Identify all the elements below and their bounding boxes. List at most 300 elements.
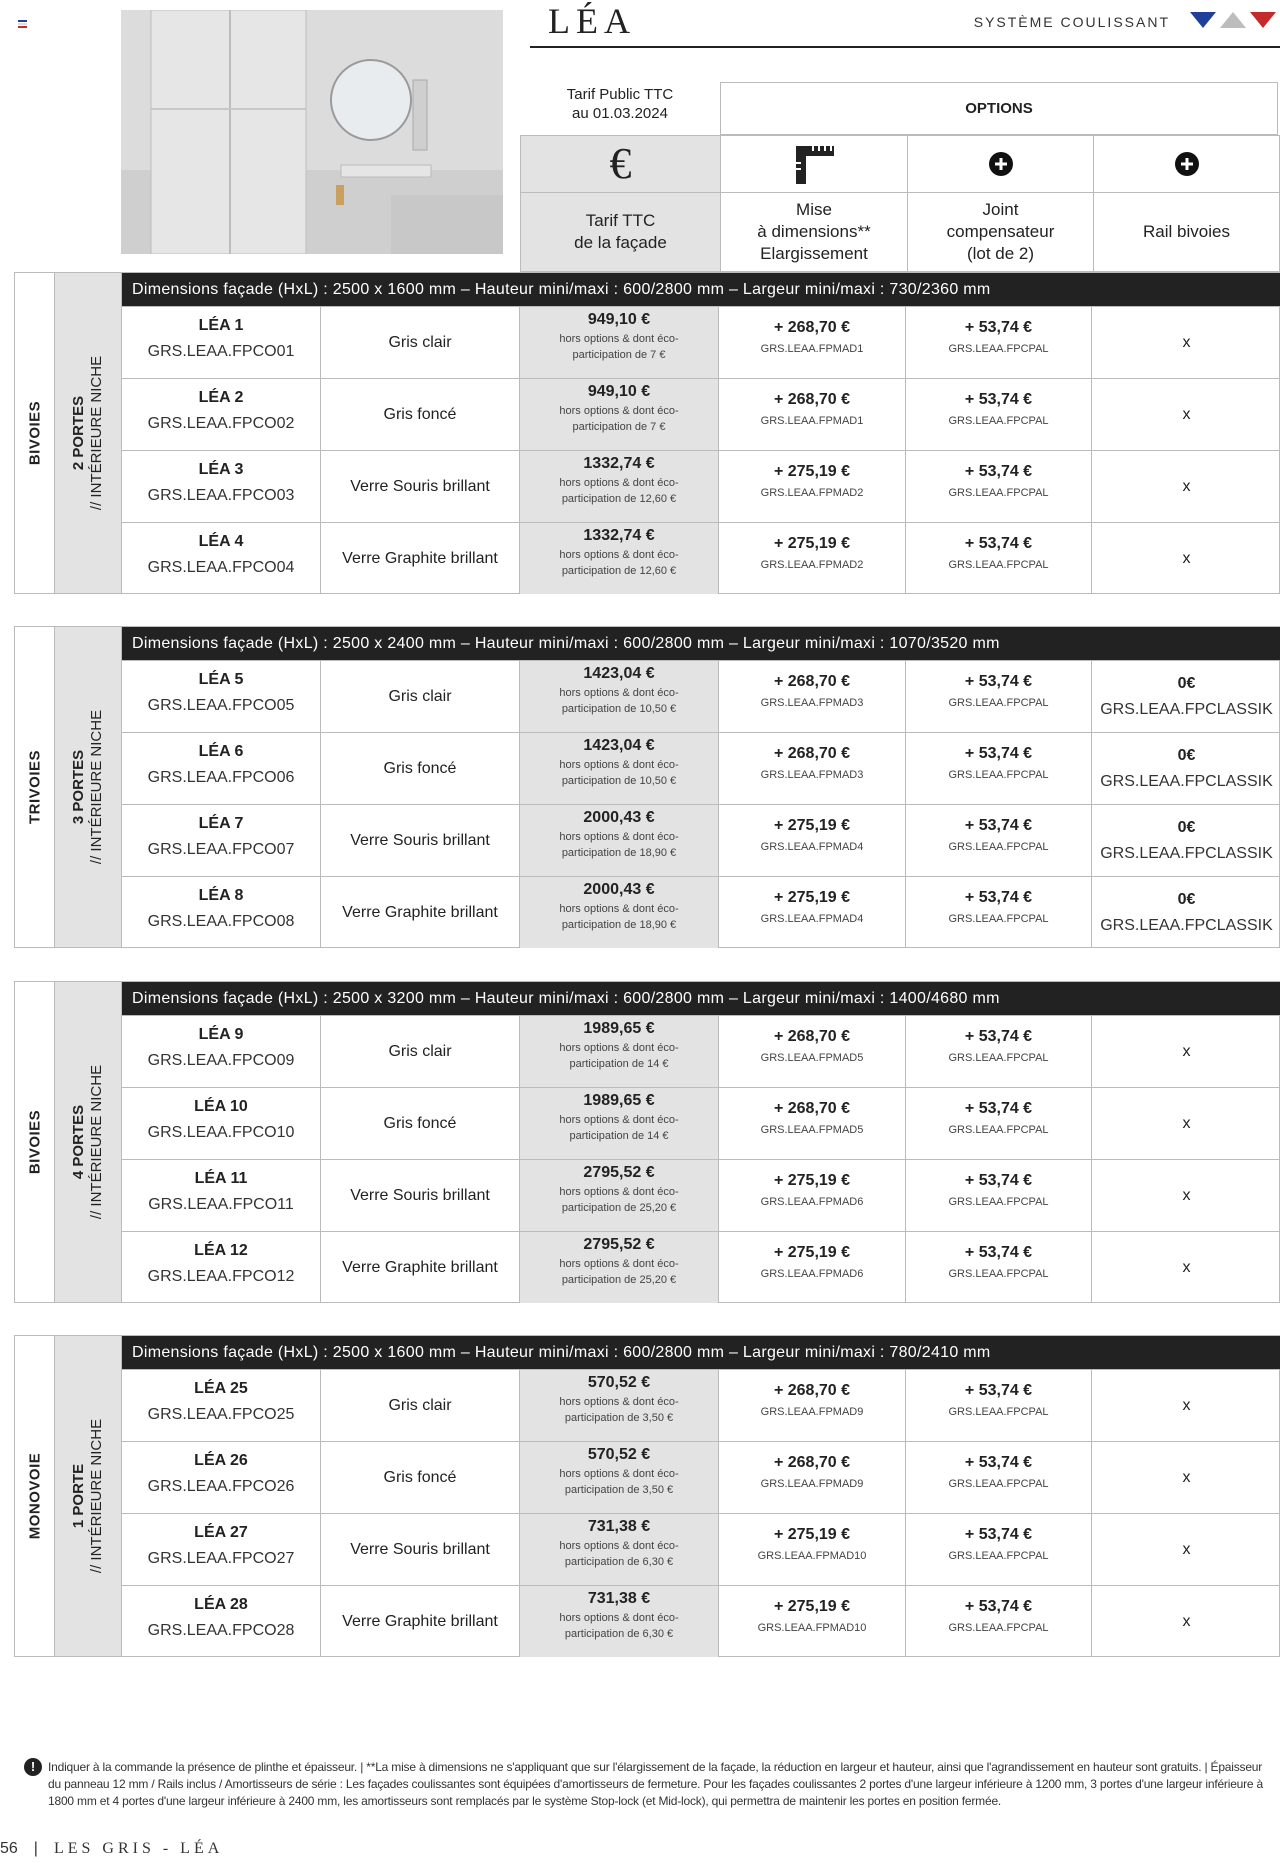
- color-cell: [321, 523, 520, 594]
- joint-cell: [906, 1442, 1092, 1513]
- price-cell: [520, 1370, 719, 1441]
- product-cell: [122, 523, 321, 594]
- price-note: hors options & dont éco- participation de 7 €: [559, 333, 679, 361]
- product-color: Verre Graphite brillant: [342, 549, 498, 567]
- rail-cell: [1092, 1514, 1280, 1585]
- mad-price: + 268,70 €: [773, 391, 851, 408]
- mad-price: + 268,70 €: [773, 745, 851, 762]
- price-note: hors options & dont éco- participation de 3,50 €: [559, 1468, 679, 1496]
- product-name: LÉA 11: [194, 1170, 248, 1187]
- joint-price: + 53,74 €: [964, 1028, 1033, 1045]
- product-name: LÉA 6: [198, 743, 244, 760]
- tricolor-triangles-icon: [1190, 12, 1280, 32]
- joint-ref: GRS.LEAA.FPCPAL: [948, 1550, 1049, 1562]
- product-name: LÉA 1: [198, 317, 244, 334]
- mad-price: + 268,70 €: [773, 319, 851, 336]
- section-type-cell: [15, 627, 55, 947]
- joint-price: + 53,74 €: [964, 1526, 1033, 1543]
- mad-ref: GRS.LEAA.FPMAD5: [760, 1124, 864, 1136]
- section-type: MONOVOIE: [26, 1452, 43, 1540]
- rail-value: x: [1182, 1114, 1191, 1132]
- joint-cell: [906, 661, 1092, 732]
- joint-price: + 53,74 €: [964, 1172, 1033, 1189]
- joint-ref: GRS.LEAA.FPCPAL: [948, 841, 1049, 853]
- rail-cell: [1092, 379, 1280, 450]
- mad-ref: GRS.LEAA.FPMAD2: [760, 559, 864, 571]
- price-note: hors options & dont éco- participation de 18,90 €: [559, 903, 679, 931]
- product-name: LÉA 10: [194, 1098, 248, 1115]
- table-row: [122, 1369, 1280, 1441]
- dimensions-bar: Dimensions façade (HxL) : 2500 x 2400 mm – Hauteur mini/maxi : 600/2800 mm – Largeur mini/maxi : 1070/3520 mm: [122, 627, 1280, 660]
- product-color: Gris clair: [388, 687, 452, 705]
- footer-separator: |: [33, 1840, 38, 1857]
- product-ref: GRS.LEAA.FPCO11: [148, 1196, 294, 1213]
- color-cell: [321, 877, 520, 948]
- section-type: TRIVOIES: [26, 749, 43, 825]
- table-row: [122, 1159, 1280, 1231]
- mad-price: + 275,19 €: [773, 535, 851, 552]
- price-note: hors options & dont éco- participation de 14 €: [559, 1114, 679, 1142]
- col-header-tarif: Tarif TTC de la façade: [520, 192, 721, 272]
- color-cell: [321, 1088, 520, 1159]
- mad-price: + 275,19 €: [773, 463, 851, 480]
- table-row: [122, 660, 1280, 732]
- product-color: Verre Souris brillant: [350, 477, 490, 495]
- product-name: LÉA 4: [198, 533, 244, 550]
- mad-ref: GRS.LEAA.FPMAD5: [760, 1052, 864, 1064]
- mad-price: + 268,70 €: [773, 1100, 851, 1117]
- rail-cell: [1092, 1232, 1280, 1303]
- product-cell: [122, 733, 321, 804]
- rail-cell: [1092, 805, 1280, 876]
- price-note: hors options & dont éco- participation de 10,50 €: [559, 687, 679, 715]
- info-icon: !: [24, 1758, 42, 1776]
- price-note: hors options & dont éco- participation de 10,50 €: [559, 759, 679, 787]
- mise-a-dimensions-cell: [719, 1088, 906, 1159]
- rail-value: x: [1182, 1186, 1191, 1204]
- page-footer: [0, 1840, 223, 1858]
- product-cell: [122, 451, 321, 522]
- product-color: Verre Graphite brillant: [342, 1258, 498, 1276]
- rail-ref: GRS.LEAA.FPCLASSIK: [1100, 844, 1273, 862]
- section-4: [14, 1335, 1280, 1657]
- joint-cell: [906, 1088, 1092, 1159]
- table-row: [122, 522, 1280, 594]
- price-note: hors options & dont éco- participation de 18,90 €: [559, 831, 679, 859]
- price-cell: [520, 1160, 719, 1231]
- product-color: Gris clair: [388, 1396, 452, 1414]
- table-row: [122, 1015, 1280, 1087]
- mad-price: + 275,19 €: [773, 1172, 851, 1189]
- mad-price: + 268,70 €: [773, 1028, 851, 1045]
- joint-price: + 53,74 €: [964, 1382, 1033, 1399]
- joint-ref: GRS.LEAA.FPCPAL: [948, 1478, 1049, 1490]
- mad-price: + 275,19 €: [773, 1526, 851, 1543]
- joint-cell: [906, 877, 1092, 948]
- mise-a-dimensions-cell: [719, 379, 906, 450]
- color-cell: [321, 805, 520, 876]
- product-ref: GRS.LEAA.FPCO04: [147, 559, 295, 576]
- rail-cell: [1092, 1088, 1280, 1159]
- mad-price: + 275,19 €: [773, 1598, 851, 1615]
- tarif-public-label: Tarif Public TTC au 01.03.2024: [566, 86, 674, 122]
- joint-price: + 53,74 €: [964, 1454, 1033, 1471]
- product-price: 1332,74 €: [583, 455, 655, 472]
- product-price: 1989,65 €: [583, 1020, 655, 1037]
- joint-cell: [906, 1370, 1092, 1441]
- joint-cell: [906, 1514, 1092, 1585]
- rail-value: x: [1182, 1042, 1191, 1060]
- table-row: [122, 450, 1280, 522]
- price-cell: [520, 733, 719, 804]
- joint-price: + 53,74 €: [964, 817, 1033, 834]
- product-price: 1332,74 €: [583, 527, 655, 544]
- product-photo: [121, 10, 503, 254]
- table-row: [122, 378, 1280, 450]
- rail-cell: [1092, 1370, 1280, 1441]
- product-name: LÉA 27: [194, 1524, 248, 1541]
- rail-ref: GRS.LEAA.FPCLASSIK: [1100, 916, 1273, 934]
- product-color: Verre Souris brillant: [350, 1540, 490, 1558]
- color-cell: [321, 379, 520, 450]
- price-cell: [520, 1514, 719, 1585]
- product-price: 949,10 €: [587, 311, 651, 328]
- rail-value: x: [1182, 1396, 1191, 1414]
- product-ref: GRS.LEAA.FPCO08: [147, 913, 295, 930]
- rail-cell: [1092, 451, 1280, 522]
- price-note: hors options & dont éco- participation de 3,50 €: [559, 1396, 679, 1424]
- mad-price: + 268,70 €: [773, 1382, 851, 1399]
- price-note: hors options & dont éco- participation de 14 €: [559, 1042, 679, 1070]
- rail-value: x: [1182, 1468, 1191, 1486]
- rail-cell: [1092, 523, 1280, 594]
- product-ref: GRS.LEAA.FPCO25: [147, 1406, 295, 1423]
- rail-value: x: [1182, 1540, 1191, 1558]
- product-cell: [122, 661, 321, 732]
- mise-a-dimensions-cell: [719, 1160, 906, 1231]
- joint-ref: GRS.LEAA.FPCPAL: [948, 769, 1049, 781]
- section-doors: 4 PORTES // INTÉRIEURE NICHE: [70, 1064, 105, 1220]
- joint-cell: [906, 1016, 1092, 1087]
- product-price: 2000,43 €: [583, 809, 655, 826]
- mad-ref: GRS.LEAA.FPMAD9: [760, 1406, 864, 1418]
- col-header-mise-a-dimensions: Mise à dimensions** Elargissement: [720, 192, 908, 272]
- mad-ref: GRS.LEAA.FPMAD3: [760, 697, 864, 709]
- product-price: 731,38 €: [587, 1518, 651, 1535]
- product-cell: [122, 1586, 321, 1657]
- mad-price: + 275,19 €: [773, 889, 851, 906]
- joint-cell: [906, 733, 1092, 804]
- price-note: hors options & dont éco- participation de 6,30 €: [559, 1540, 679, 1568]
- joint-price: + 53,74 €: [964, 745, 1033, 762]
- title-rule: [530, 46, 1280, 48]
- price-note: hors options & dont éco- participation de 25,20 €: [559, 1258, 679, 1286]
- mad-price: + 275,19 €: [773, 1244, 851, 1261]
- joint-price: + 53,74 €: [964, 1244, 1033, 1261]
- product-name: LÉA 5: [198, 671, 244, 688]
- color-cell: [321, 1160, 520, 1231]
- product-ref: GRS.LEAA.FPCO06: [147, 769, 295, 786]
- mise-a-dimensions-cell: [719, 1370, 906, 1441]
- product-name: LÉA 25: [194, 1380, 248, 1397]
- rail-cell: [1092, 877, 1280, 948]
- color-cell: [321, 1232, 520, 1303]
- product-cell: [122, 307, 321, 378]
- mise-a-dimensions-cell: [719, 307, 906, 378]
- price-note: hors options & dont éco- participation de 12,60 €: [559, 549, 679, 577]
- dimensions-bar: Dimensions façade (HxL) : 2500 x 1600 mm – Hauteur mini/maxi : 600/2800 mm – Largeur mini/maxi : 730/2360 mm: [122, 273, 1280, 306]
- joint-cell: [906, 805, 1092, 876]
- price-note: hors options & dont éco- participation de 6,30 €: [559, 1612, 679, 1640]
- product-name: LÉA 9: [198, 1026, 244, 1043]
- color-cell: [321, 1016, 520, 1087]
- color-cell: [321, 733, 520, 804]
- product-ref: GRS.LEAA.FPCO01: [147, 343, 295, 360]
- language-flag-icon: [18, 20, 27, 27]
- product-cell: [122, 1442, 321, 1513]
- product-price: 2000,43 €: [583, 881, 655, 898]
- product-color: Gris foncé: [383, 1468, 457, 1486]
- rail-cell: [1092, 1016, 1280, 1087]
- joint-price: + 53,74 €: [964, 319, 1033, 336]
- plus-circle-icon: [907, 135, 1094, 193]
- product-name: LÉA 8: [198, 887, 244, 904]
- product-cell: [122, 1088, 321, 1159]
- rail-value: x: [1182, 477, 1191, 495]
- mise-a-dimensions-cell: [719, 733, 906, 804]
- joint-price: + 53,74 €: [964, 391, 1033, 408]
- product-name: LÉA 26: [194, 1452, 248, 1469]
- price-cell: [520, 1232, 719, 1303]
- rail-cell: [1092, 1442, 1280, 1513]
- joint-ref: GRS.LEAA.FPCPAL: [948, 1268, 1049, 1280]
- joint-ref: GRS.LEAA.FPCPAL: [948, 1124, 1049, 1136]
- mise-a-dimensions-cell: [719, 1442, 906, 1513]
- mise-a-dimensions-cell: [719, 661, 906, 732]
- product-color: Gris clair: [388, 1042, 452, 1060]
- rail-cell: [1092, 307, 1280, 378]
- rail-price: 0€: [1177, 818, 1196, 836]
- section-type: BIVOIES: [26, 1109, 43, 1175]
- footer-label: LES GRIS - LÉA: [53, 1840, 224, 1857]
- rail-value: x: [1182, 333, 1191, 351]
- product-price: 570,52 €: [587, 1446, 651, 1463]
- rail-cell: [1092, 661, 1280, 732]
- joint-price: + 53,74 €: [964, 463, 1033, 480]
- section-doors: 1 PORTE // INTÉRIEURE NICHE: [70, 1418, 105, 1574]
- col-header-rail: Rail bivoies: [1093, 192, 1280, 272]
- dimensions-bar: Dimensions façade (HxL) : 2500 x 3200 mm – Hauteur mini/maxi : 600/2800 mm – Largeur mini/maxi : 1400/4680 mm: [122, 982, 1280, 1015]
- price-note: hors options & dont éco- participation de 25,20 €: [559, 1186, 679, 1214]
- joint-ref: GRS.LEAA.FPCPAL: [948, 697, 1049, 709]
- joint-price: + 53,74 €: [964, 673, 1033, 690]
- joint-ref: GRS.LEAA.FPCPAL: [948, 487, 1049, 499]
- mise-a-dimensions-cell: [719, 877, 906, 948]
- product-color: Gris foncé: [383, 405, 457, 423]
- product-ref: GRS.LEAA.FPCO03: [147, 487, 295, 504]
- rail-price: 0€: [1177, 746, 1196, 764]
- product-cell: [122, 1232, 321, 1303]
- section-doors-cell: [55, 273, 122, 593]
- product-name: LÉA 3: [198, 461, 244, 478]
- price-note: hors options & dont éco- participation de 12,60 €: [559, 477, 679, 505]
- mad-price: + 275,19 €: [773, 817, 851, 834]
- ruler-icon: [720, 135, 908, 193]
- rail-cell: [1092, 1160, 1280, 1231]
- product-color: Gris clair: [388, 333, 452, 351]
- product-ref: GRS.LEAA.FPCO07: [147, 841, 295, 858]
- price-cell: [520, 1586, 719, 1657]
- product-name: LÉA 2: [198, 389, 244, 406]
- joint-ref: GRS.LEAA.FPCPAL: [948, 343, 1049, 355]
- mad-ref: GRS.LEAA.FPMAD1: [760, 343, 864, 355]
- joint-ref: GRS.LEAA.FPCPAL: [948, 1196, 1049, 1208]
- table-row: [122, 1513, 1280, 1585]
- price-cell: [520, 523, 719, 594]
- product-color: Verre Souris brillant: [350, 831, 490, 849]
- mad-ref: GRS.LEAA.FPMAD6: [760, 1196, 864, 1208]
- rail-price: 0€: [1177, 674, 1196, 692]
- rail-value: x: [1182, 1612, 1191, 1630]
- footnote: Indiquer à la commande la présence de plinthe et épaisseur. | **La mise à dimensions ne s'appliquant que sur l'élargissement de la façade, la réduction en largeur et hauteur, ainsi que l'agrandissement en hauteur sont gratuits. | Épaisseur du panneau 12 mm / Rails inclus / Amortisseurs de série : Les façades coulissantes sont équipées d'amortisseurs de fermeture. Pour les façades coulissantes 2 portes d'une largeur inférieure à 1200 mm, 3 portes d'une largeur inférieure à 1800 mm et 4 portes d'une largeur inférieure à 2400 mm, les amortisseurs sont remplacés par le système Stop-lock (et Mid-lock), qui permettra de maintenir les portes en position fermée.: [48, 1760, 1264, 1808]
- section-type-cell: [15, 273, 55, 593]
- product-name: LÉA 28: [194, 1596, 248, 1613]
- section-type-cell: [15, 982, 55, 1302]
- product-ref: GRS.LEAA.FPCO02: [147, 415, 295, 432]
- section-3: [14, 981, 1280, 1303]
- mad-ref: GRS.LEAA.FPMAD10: [757, 1550, 867, 1562]
- product-ref: GRS.LEAA.FPCO26: [147, 1478, 295, 1495]
- section-doors-cell: [55, 627, 122, 947]
- mise-a-dimensions-cell: [719, 451, 906, 522]
- joint-ref: GRS.LEAA.FPCPAL: [948, 559, 1049, 571]
- table-row: [122, 876, 1280, 948]
- price-cell: [520, 1016, 719, 1087]
- price-cell: [520, 805, 719, 876]
- rail-value: x: [1182, 549, 1191, 567]
- joint-cell: [906, 1586, 1092, 1657]
- product-price: 2795,52 €: [583, 1164, 655, 1181]
- product-price: 731,38 €: [587, 1590, 651, 1607]
- joint-ref: GRS.LEAA.FPCPAL: [948, 1052, 1049, 1064]
- rail-price: 0€: [1177, 890, 1196, 908]
- mise-a-dimensions-cell: [719, 523, 906, 594]
- mad-ref: GRS.LEAA.FPMAD9: [760, 1478, 864, 1490]
- euro-icon: €: [520, 135, 721, 193]
- joint-cell: [906, 523, 1092, 594]
- price-cell: [520, 661, 719, 732]
- page-subtitle: SYSTÈME COULISSANT: [973, 14, 1170, 30]
- product-color: Verre Graphite brillant: [342, 903, 498, 921]
- table-row: [122, 1087, 1280, 1159]
- product-name: LÉA 12: [194, 1242, 248, 1259]
- mad-ref: GRS.LEAA.FPMAD3: [760, 769, 864, 781]
- dimensions-bar: Dimensions façade (HxL) : 2500 x 1600 mm – Hauteur mini/maxi : 600/2800 mm – Largeur mini/maxi : 780/2410 mm: [122, 1336, 1280, 1369]
- product-ref: GRS.LEAA.FPCO10: [147, 1124, 295, 1141]
- table-row: [122, 732, 1280, 804]
- color-cell: [321, 661, 520, 732]
- table-row: [122, 1585, 1280, 1657]
- page-number: 56: [0, 1840, 18, 1857]
- color-cell: [321, 307, 520, 378]
- mad-ref: GRS.LEAA.FPMAD10: [757, 1622, 867, 1634]
- product-price: 2795,52 €: [583, 1236, 655, 1253]
- rail-value: x: [1182, 1258, 1191, 1276]
- color-cell: [321, 1514, 520, 1585]
- product-color: Verre Graphite brillant: [342, 1612, 498, 1630]
- rail-value: x: [1182, 405, 1191, 423]
- table-row: [122, 804, 1280, 876]
- rail-cell: [1092, 733, 1280, 804]
- table-row: [122, 306, 1280, 378]
- product-color: Gris foncé: [383, 1114, 457, 1132]
- rail-ref: GRS.LEAA.FPCLASSIK: [1100, 700, 1273, 718]
- product-cell: [122, 805, 321, 876]
- section-doors-cell: [55, 1336, 122, 1656]
- product-ref: GRS.LEAA.FPCO27: [147, 1550, 295, 1567]
- price-cell: [520, 1442, 719, 1513]
- product-color: Gris foncé: [383, 759, 457, 777]
- price-cell: [520, 307, 719, 378]
- section-2: [14, 626, 1280, 948]
- mise-a-dimensions-cell: [719, 1016, 906, 1087]
- mise-a-dimensions-cell: [719, 805, 906, 876]
- mad-price: + 268,70 €: [773, 673, 851, 690]
- product-ref: GRS.LEAA.FPCO05: [147, 697, 295, 714]
- section-doors: 2 PORTES // INTÉRIEURE NICHE: [70, 355, 105, 511]
- options-header: OPTIONS: [720, 82, 1278, 135]
- joint-ref: GRS.LEAA.FPCPAL: [948, 1622, 1049, 1634]
- mise-a-dimensions-cell: [719, 1586, 906, 1657]
- section-1: [14, 272, 1280, 594]
- joint-cell: [906, 1232, 1092, 1303]
- product-ref: GRS.LEAA.FPCO12: [147, 1268, 295, 1285]
- joint-cell: [906, 307, 1092, 378]
- section-doors-cell: [55, 982, 122, 1302]
- col-header-joint: Joint compensateur (lot de 2): [907, 192, 1094, 272]
- price-cell: [520, 877, 719, 948]
- product-ref: GRS.LEAA.FPCO09: [147, 1052, 295, 1069]
- mise-a-dimensions-cell: [719, 1232, 906, 1303]
- product-cell: [122, 877, 321, 948]
- joint-ref: GRS.LEAA.FPCPAL: [948, 1406, 1049, 1418]
- product-cell: [122, 1160, 321, 1231]
- section-doors: 3 PORTES // INTÉRIEURE NICHE: [70, 709, 105, 865]
- mad-price: + 268,70 €: [773, 1454, 851, 1471]
- product-price: 949,10 €: [587, 383, 651, 400]
- page-title: LÉA: [548, 1, 636, 41]
- color-cell: [321, 1370, 520, 1441]
- product-price: 570,52 €: [587, 1374, 651, 1391]
- joint-ref: GRS.LEAA.FPCPAL: [948, 415, 1049, 427]
- color-cell: [321, 451, 520, 522]
- mise-a-dimensions-cell: [719, 1514, 906, 1585]
- joint-price: + 53,74 €: [964, 1100, 1033, 1117]
- joint-cell: [906, 1160, 1092, 1231]
- product-price: 1423,04 €: [583, 737, 655, 754]
- product-cell: [122, 1514, 321, 1585]
- product-price: 1423,04 €: [583, 665, 655, 682]
- table-row: [122, 1231, 1280, 1303]
- color-cell: [321, 1586, 520, 1657]
- product-ref: GRS.LEAA.FPCO28: [147, 1622, 295, 1639]
- rail-cell: [1092, 1586, 1280, 1657]
- color-cell: [321, 1442, 520, 1513]
- price-note: hors options & dont éco- participation de 7 €: [559, 405, 679, 433]
- joint-price: + 53,74 €: [964, 889, 1033, 906]
- section-type-cell: [15, 1336, 55, 1656]
- mad-ref: GRS.LEAA.FPMAD1: [760, 415, 864, 427]
